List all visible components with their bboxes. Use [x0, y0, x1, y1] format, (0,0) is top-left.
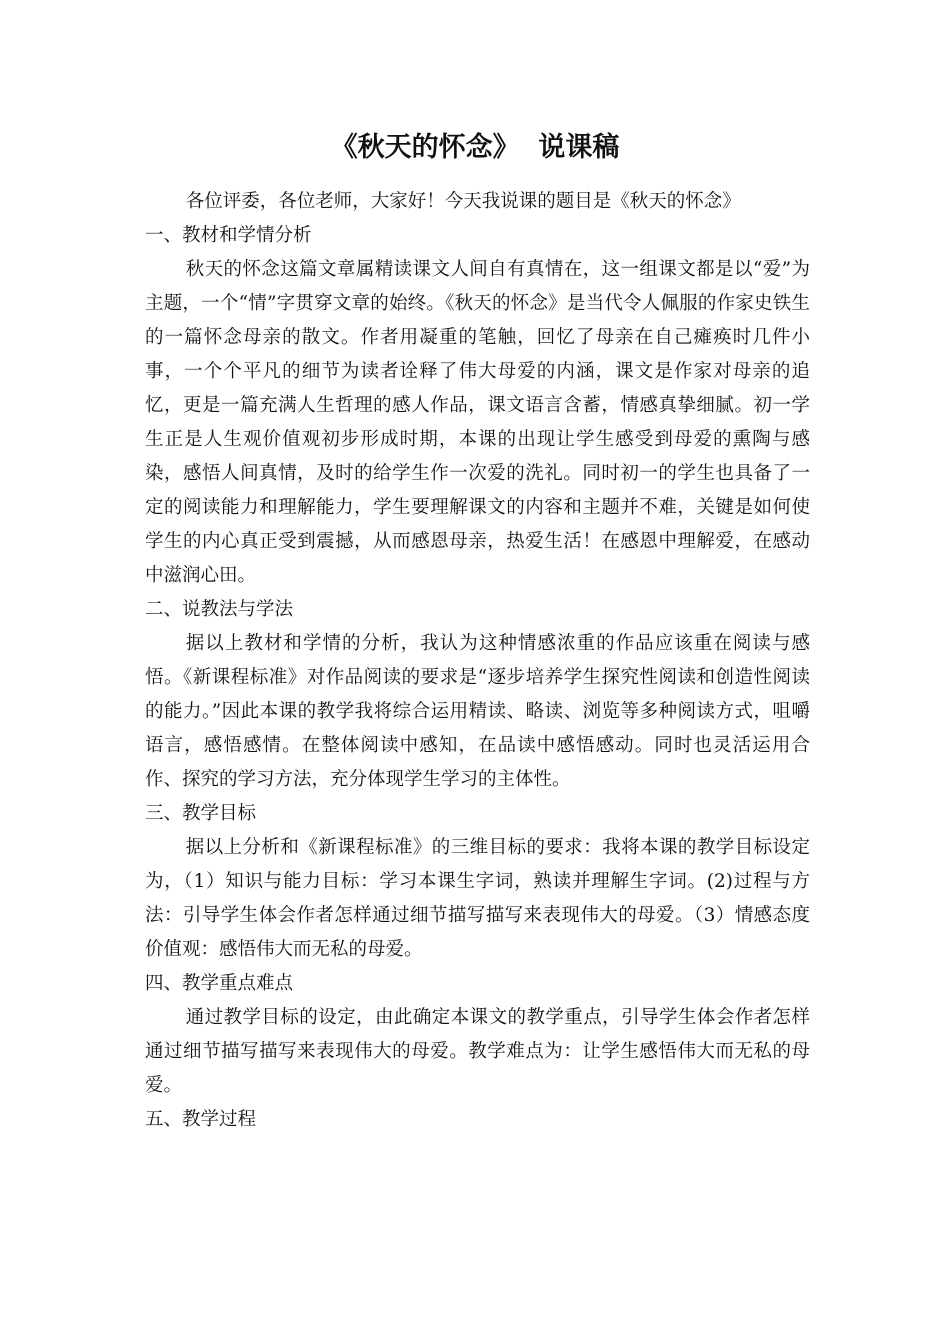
section-heading-key-points: 四、教学重点难点: [145, 973, 294, 994]
section-heading-objectives: 三、教学目标: [145, 803, 257, 824]
section-paragraph-analysis: 秋天的怀念这篇文章属精读课文人间自有真情在，这一组课文都是以“爱”为主题，一个“情”字贯穿文章的始终。《秋天的怀念》是当代令人佩服的作家史铁生的一篇怀念母亲的散文。作者用凝重的笔触，回忆了母亲在自己瘫痪时几件小事，一个个平凡的细节为读者诠释了伟大母爱的内涵，课文是作家对母亲的追忆，更是一篇充满人生哲理的感人作品，课文语言含蓄，情感真挚细腻。初一学生正是人生观价值观初步形成时期，本课的出现让学生感受到母爱的熏陶与感染，感悟人间真情，及时的给学生作一次爱的洗礼。同时初一的学生也具备了一定的阅读能力和理解能力，学生要理解课文的内容和主题并不难，关键是如何使学生的内心真正受到震撼，从而感恩母亲，热爱生活！在感恩中理解爱，在感动中滋润心田。: [145, 259, 810, 586]
section-heading-methods: 二、说教法与学法: [145, 599, 294, 620]
document-title: 《秋天的怀念》 说课稿: [330, 132, 620, 163]
section-heading-process: 五、教学过程: [145, 1109, 257, 1130]
section-paragraph-methods: 据以上教材和学情的分析，我认为这种情感浓重的作品应该重在阅读与感悟。《新课程标准》对作品阅读的要求是“逐步培养学生探究性阅读和创造性阅读的能力。”因此本课的教学我将综合运用精读、略读、浏览等多种阅读方式，咀嚼语言，感悟感情。在整体阅读中感知，在品读中感悟感动。同时也灵活运用合作、探究的学习方法，充分体现学生学习的主体性。: [145, 633, 810, 790]
section-paragraph-objectives: 据以上分析和《新课程标准》的三维目标的要求：我将本课的教学目标设定为，（1）知识与能力目标：学习本课生字词，熟读并理解生字词。(2)过程与方法：引导学生体会作者怎样通过细节描写描写来表现伟大的母爱。（3）情感态度价值观：感悟伟大而无私的母爱。: [145, 837, 810, 960]
section-paragraph-key-points: 通过教学目标的设定，由此确定本课文的教学重点，引导学生体会作者怎样通过细节描写描写来表现伟大的母爱。教学难点为：让学生感悟伟大而无私的母爱。: [145, 1007, 810, 1096]
document-body: [145, 185, 810, 1137]
greeting-paragraph: 各位评委，各位老师，大家好！今天我说课的题目是《秋天的怀念》: [185, 191, 741, 212]
section-heading-analysis: 一、教材和学情分析: [145, 225, 312, 246]
